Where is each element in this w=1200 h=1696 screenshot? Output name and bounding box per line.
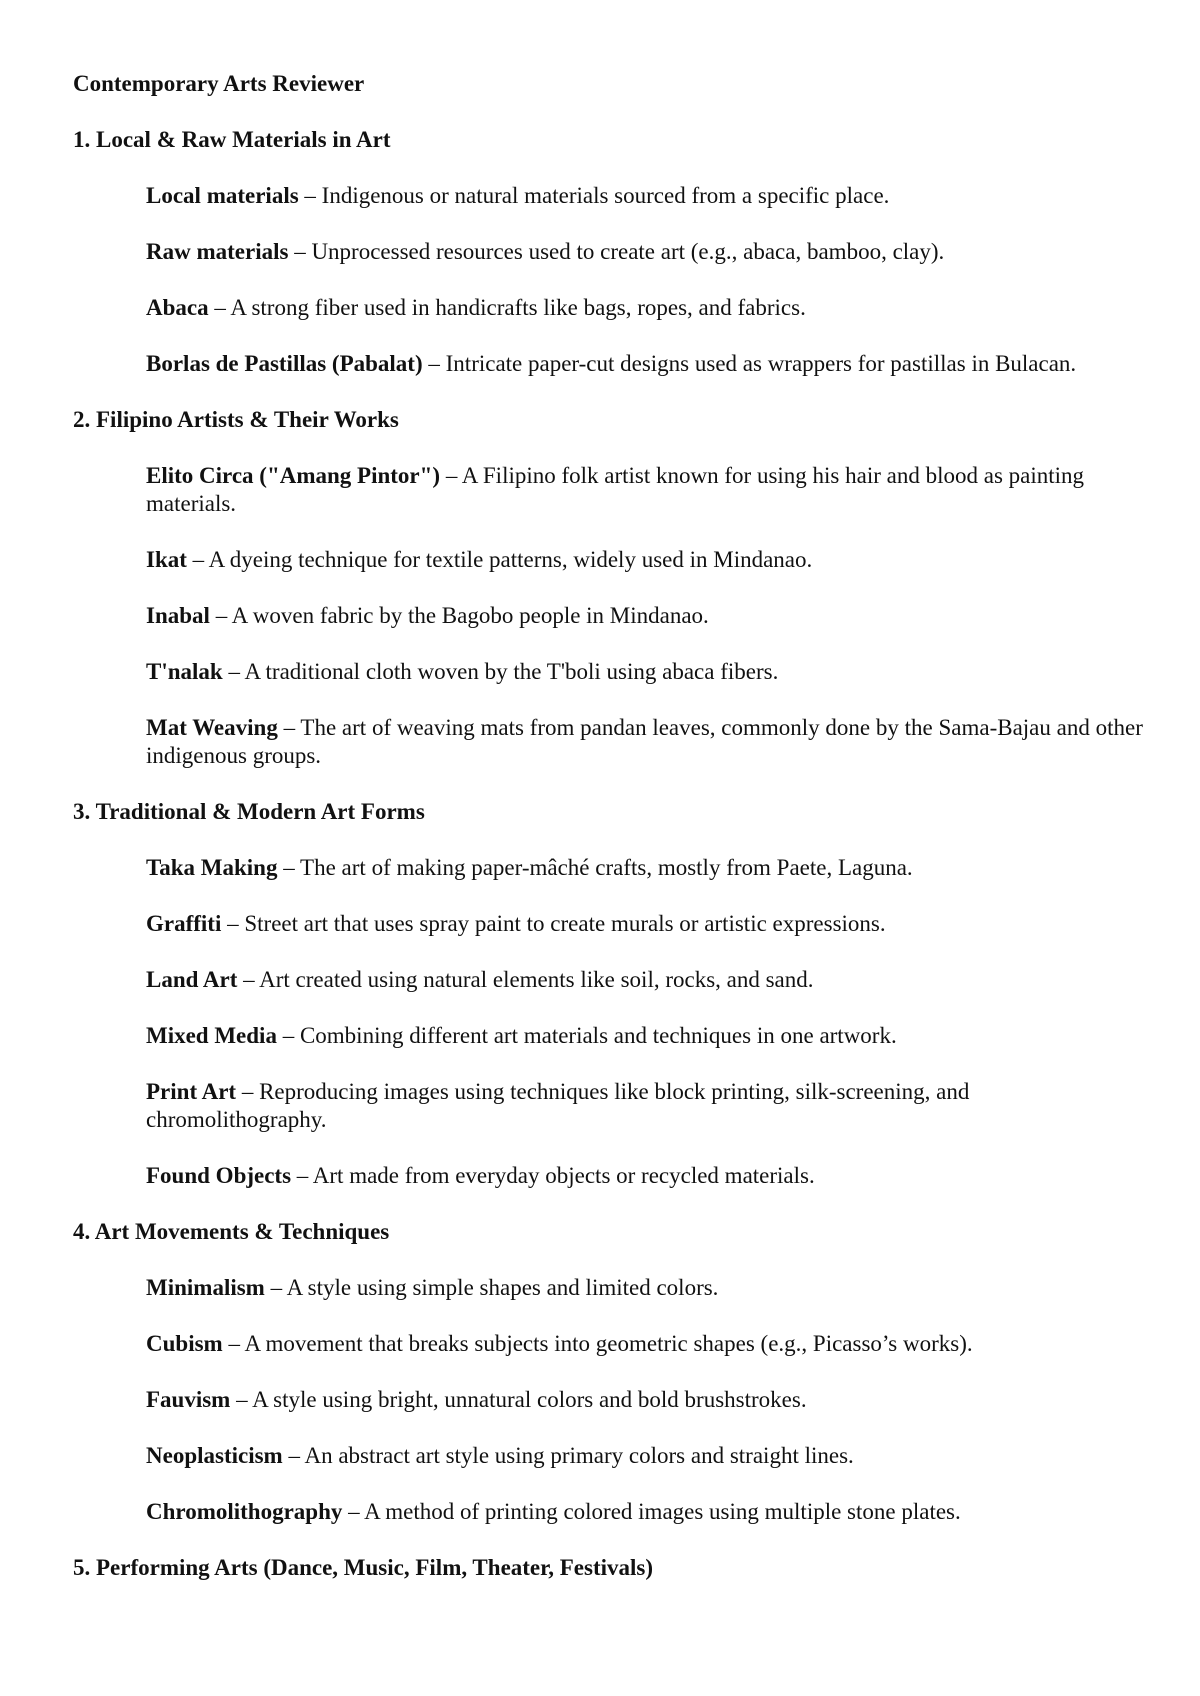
entry-term: Land Art — [146, 967, 238, 992]
glossary-entry — [146, 462, 1146, 518]
glossary-entry — [146, 1386, 1146, 1414]
entry-definition: Reproducing images using techniques like block printing, silk-screening, and chromolithography. — [146, 1079, 970, 1132]
entry-definition: A Filipino folk artist known for using his hair and blood as painting materials. — [146, 463, 1085, 516]
entry-dash: – — [298, 183, 322, 208]
entry-definition: Street art that uses spray paint to create murals or artistic expressions. — [244, 911, 886, 936]
entry-dash: – — [440, 463, 462, 488]
entry-definition: A strong fiber used in handicrafts like bags, ropes, and fabrics. — [230, 295, 806, 320]
entry-dash: – — [208, 295, 231, 320]
section-heading: 4. Art Movements & Techniques — [73, 1219, 390, 1244]
entry-dash: – — [422, 351, 446, 376]
entry-dash: – — [342, 1499, 365, 1524]
section-heading: 3. Traditional & Modern Art Forms — [73, 799, 425, 824]
glossary-entry — [146, 1330, 1146, 1358]
entry-dash: – — [230, 1387, 253, 1412]
glossary-entry — [146, 350, 1146, 378]
entry-term: Found Objects — [146, 1163, 292, 1188]
glossary-entry — [146, 182, 1146, 210]
entry-dash: – — [277, 855, 301, 880]
glossary-entry — [146, 1498, 1146, 1526]
entry-term: Chromolithography — [146, 1499, 343, 1524]
entry-term: Taka Making — [146, 855, 278, 880]
entry-definition: A dyeing technique for textile patterns, widely used in Mindanao. — [208, 547, 813, 572]
entry-definition: Intricate paper-cut designs used as wrappers for pastillas in Bulacan. — [445, 351, 1077, 376]
section-heading: 2. Filipino Artists & Their Works — [73, 407, 399, 432]
glossary-entry — [146, 602, 1146, 630]
entry-term: Mat Weaving — [146, 715, 278, 740]
section-heading: 1. Local & Raw Materials in Art — [73, 127, 391, 152]
entry-term: Ikat — [146, 547, 187, 572]
entry-term: Elito Circa ("Amang Pintor") — [146, 463, 441, 488]
section-heading: 5. Performing Arts (Dance, Music, Film, Theater, Festivals) — [73, 1555, 653, 1580]
glossary-entry — [146, 910, 1146, 938]
entry-definition: Indigenous or natural materials sourced from a specific place. — [321, 183, 890, 208]
entry-dash: – — [186, 547, 209, 572]
entry-term: Borlas de Pastillas (Pabalat) — [146, 351, 423, 376]
document-page — [73, 70, 1143, 1610]
entry-term: Local materials — [146, 183, 299, 208]
glossary-entry — [146, 658, 1146, 686]
entry-term: Abaca — [146, 295, 209, 320]
glossary-entry — [146, 1078, 1146, 1134]
entry-definition: An abstract art style using primary colors and straight lines. — [304, 1443, 854, 1468]
entry-definition: Art created using natural elements like soil, rocks, and sand. — [259, 967, 814, 992]
entry-term: Graffiti — [146, 911, 222, 936]
entry-term: Cubism — [146, 1331, 223, 1356]
entry-definition: The art of making paper-mâché crafts, mostly from Paete, Laguna. — [300, 855, 913, 880]
entry-definition: The art of weaving mats from pandan leaves, commonly done by the Sama-Bajau and other indigenous groups. — [146, 715, 1143, 768]
entry-dash: – — [236, 1079, 260, 1104]
entry-definition: A woven fabric by the Bagobo people in Mindanao. — [231, 603, 709, 628]
entry-term: Raw materials — [146, 239, 289, 264]
entry-definition: A movement that breaks subjects into geometric shapes (e.g., Picasso’s works). — [244, 1331, 973, 1356]
entry-term: Fauvism — [146, 1387, 231, 1412]
entry-dash: – — [282, 1443, 305, 1468]
entry-dash: – — [264, 1275, 287, 1300]
glossary-entry — [146, 1022, 1146, 1050]
entry-term: T'nalak — [146, 659, 223, 684]
entry-term: Neoplasticism — [146, 1443, 283, 1468]
entry-definition: Unprocessed resources used to create art (e.g., abaca, bamboo, clay). — [311, 239, 945, 264]
entry-dash: – — [288, 239, 312, 264]
glossary-entry — [146, 966, 1146, 994]
glossary-entry — [146, 714, 1146, 770]
glossary-entry — [146, 294, 1146, 322]
entry-dash: – — [277, 715, 301, 740]
entry-dash: – — [209, 603, 232, 628]
entry-definition: A style using bright, unnatural colors and bold brushstrokes. — [252, 1387, 807, 1412]
entry-dash: – — [291, 1163, 313, 1188]
entry-definition: Combining different art materials and techniques in one artwork. — [299, 1023, 897, 1048]
entry-dash: – — [222, 1331, 245, 1356]
entry-dash: – — [237, 967, 260, 992]
entry-definition: Art made from everyday objects or recycled materials. — [312, 1163, 815, 1188]
entry-term: Print Art — [146, 1079, 237, 1104]
entry-dash: – — [276, 1023, 300, 1048]
entry-definition: A traditional cloth woven by the T'boli using abaca fibers. — [244, 659, 779, 684]
document-title: Contemporary Arts Reviewer — [73, 71, 365, 96]
glossary-entry — [146, 854, 1146, 882]
entry-dash: – — [222, 659, 245, 684]
glossary-entry — [146, 1162, 1146, 1190]
entry-definition: A method of printing colored images using multiple stone plates. — [364, 1499, 961, 1524]
glossary-entry — [146, 546, 1146, 574]
glossary-entry — [146, 238, 1146, 266]
entry-dash: – — [221, 911, 245, 936]
entry-definition: A style using simple shapes and limited colors. — [286, 1275, 719, 1300]
entry-term: Inabal — [146, 603, 210, 628]
glossary-entry — [146, 1274, 1146, 1302]
entry-term: Minimalism — [146, 1275, 265, 1300]
glossary-entry — [146, 1442, 1146, 1470]
entry-term: Mixed Media — [146, 1023, 277, 1048]
